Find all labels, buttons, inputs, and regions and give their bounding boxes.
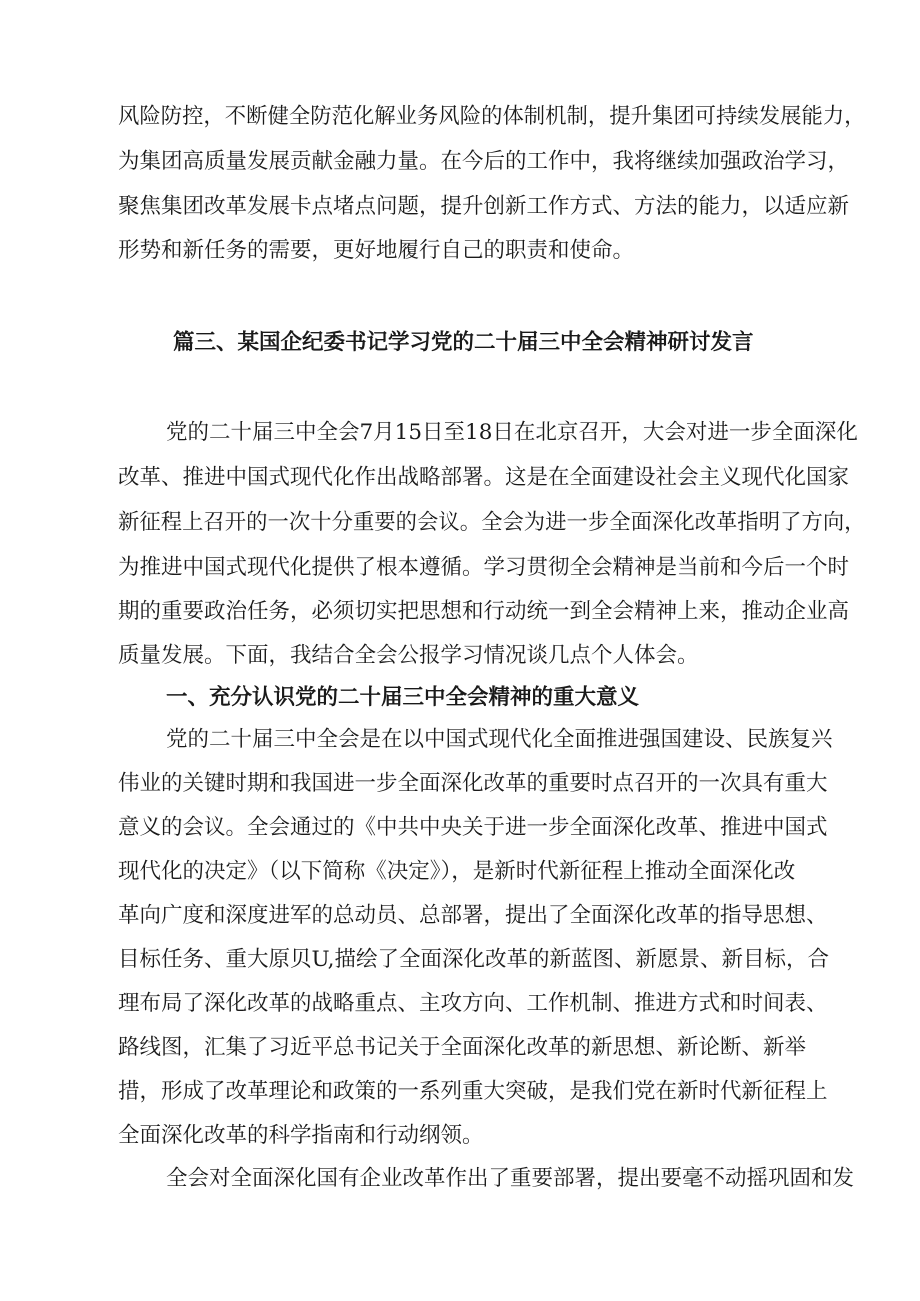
text-line: 目标任务、重大原贝U,描绘了全面深化改革的新蓝图、新愿景、新目标，合 [118, 947, 829, 972]
text-line: 理布局了深化改革的战略重点、主攻方向、工作机制、推进方式和时间表、 [118, 991, 828, 1016]
section-title: 篇三、某国企纪委书记学习党的二十届三中全会精神研讨发言 [173, 330, 754, 355]
text-line: 为集团高质量发展贡献金融力量。在今后的工作中，我将继续加强政治学习， [118, 149, 850, 174]
text-line: 意义的会议。全会通过的《中共中央关于进一步全面深化改革、推进中国式 [118, 815, 828, 840]
text-line: 措，形成了改革理论和政策的一系列重大突破，是我们党在新时代新征程上 [118, 1079, 828, 1104]
text-line: 质量发展。下面，我结合全会公报学习情况谈几点个人体会。 [118, 643, 699, 668]
text-line: 现代化的决定》（以下简称《决定》），是新时代新征程上推动全面深化改 [118, 859, 796, 884]
text-line: 期的重要政治任务，必须切实把思想和行动统一到全会精神上来，推动企业高 [118, 599, 850, 624]
subheading: 一、充分认识党的二十届三中全会精神的重大意义 [166, 685, 640, 710]
text-line: 新征程上召开的一次十分重要的会议。全会为进一步全面深化改革指明了方向， [118, 510, 866, 535]
text-line: 党的二十届三中全会是在以中国式现代化全面推进强国建设、民族复兴 [166, 727, 833, 752]
text-line: 聚焦集团改革发展卡点堵点问题，提升创新工作方式、方法的能力，以适应新 [118, 194, 850, 219]
text-line: 风险防控，不断健全防范化解业务风险的体制机制，提升集团可持续发展能力， [118, 104, 866, 129]
text-line: 全会对全面深化国有企业改革作出了重要部署，提出要毫不动摇巩固和发 [166, 1166, 855, 1191]
text-line: 革向广度和深度进军的总动员、总部署，提出了全面深化改革的指导思想、 [118, 903, 828, 928]
text-line: 党的二十届三中全会7月15日至18日在北京召开，大会对进一步全面深化 [166, 420, 858, 445]
text-line: 形势和新任务的需要，更好地履行自己的职责和使命。 [118, 238, 635, 263]
text-line: 改革、推进中国式现代化作出战略部署。这是在全面建设社会主义现代化国家 [118, 465, 850, 490]
text-line: 路线图，汇集了习近平总书记关于全面深化改革的新思想、新论断、新举 [118, 1035, 807, 1060]
text-line: 为推进中国式现代化提供了根本遵循。学习贯彻全会精神是当前和今后一个时 [118, 555, 850, 580]
text-line: 伟业的关键时期和我国进一步全面深化改革的重要时点召开的一次具有重大 [118, 771, 828, 796]
text-line: 全面深化改革的科学指南和行动纲领。 [118, 1123, 484, 1148]
